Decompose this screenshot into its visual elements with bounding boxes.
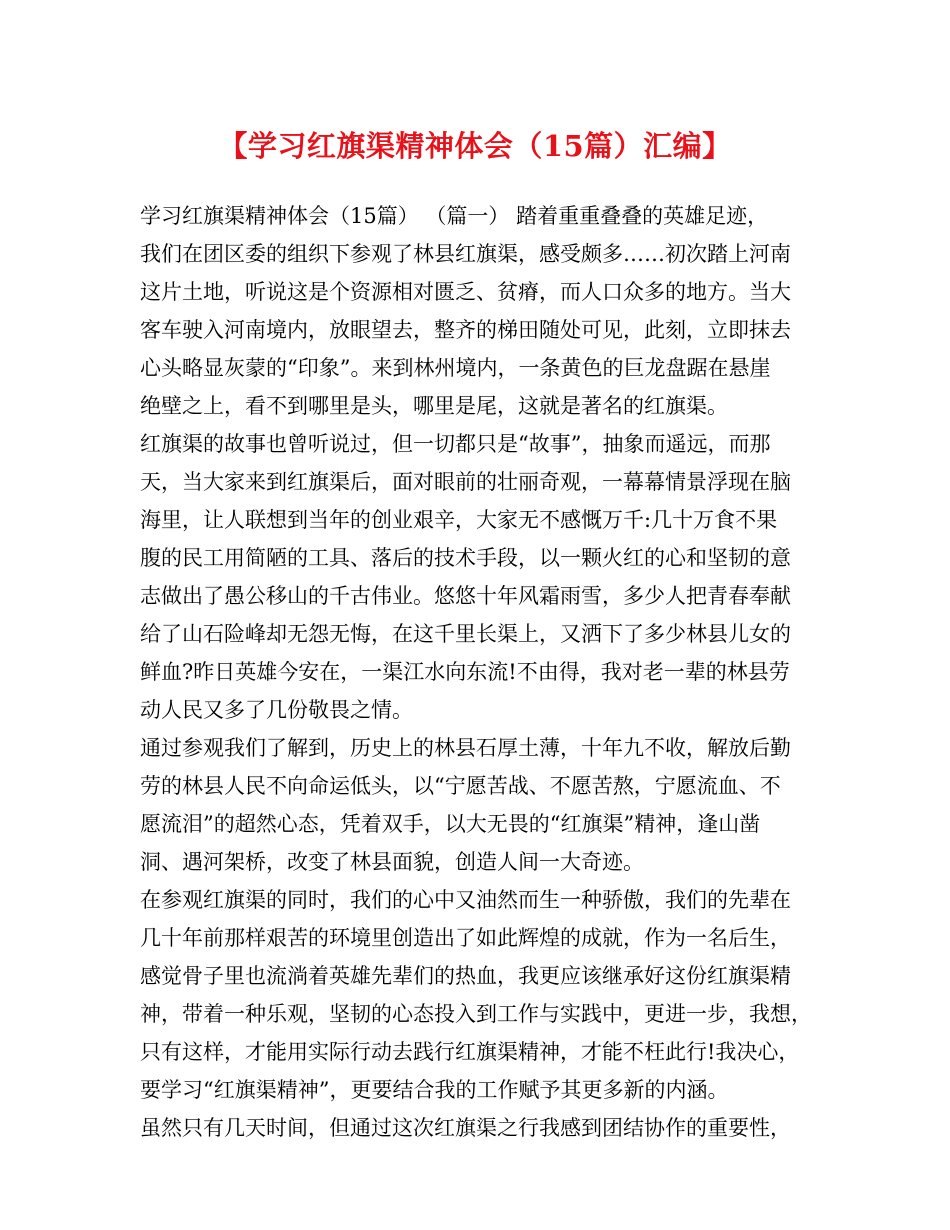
paragraph-1 bbox=[140, 197, 830, 425]
paragraph-3 bbox=[140, 729, 830, 881]
text-line: 这片土地，听说这是个资源相对匮乏、贫瘠，而人口众多的地方。当大 bbox=[140, 280, 791, 304]
text-line: 愿流泪”的超然心态，凭着双手，以大无畏的“红旗渠”精神，逢山凿 bbox=[140, 812, 761, 836]
text-line: 鲜血?昨日英雄今安在，一渠江水向东流!不由得，我对老一辈的林县劳 bbox=[140, 660, 790, 684]
text-line: 动人民又多了几份敬畏之情。 bbox=[140, 698, 413, 722]
text-line: 学习红旗渠精神体会（15篇） （篇一） 踏着重重叠叠的英雄足迹， bbox=[140, 204, 769, 228]
document-body bbox=[140, 197, 830, 1147]
text-line: 感觉骨子里也流淌着英雄先辈们的热血，我更应该继承好这份红旗渠精 bbox=[140, 964, 791, 988]
text-line: 几十年前那样艰苦的环境里创造出了如此辉煌的成就，作为一名后生， bbox=[140, 926, 791, 950]
paragraph-2 bbox=[140, 425, 830, 729]
text-line: 天，当大家来到红旗渠后，面对眼前的壮丽奇观，一幕幕情景浮现在脑 bbox=[140, 470, 791, 494]
text-line: 只有这样，才能用实际行动去践行红旗渠精神，才能不枉此行!我决心， bbox=[140, 1040, 800, 1064]
text-line: 志做出了愚公移山的千古伟业。悠悠十年风霜雨雪，多少人把青春奉献 bbox=[140, 584, 791, 608]
paragraph-5 bbox=[140, 1109, 830, 1147]
text-line: 神，带着一种乐观，坚韧的心态投入到工作与实践中，更进一步，我想， bbox=[140, 1002, 812, 1026]
text-line: 要学习“红旗渠精神”，更要结合我的工作赋予其更多新的内涵。 bbox=[140, 1078, 729, 1102]
text-line: 虽然只有几天时间，但通过这次红旗渠之行我感到团结协作的重要性， bbox=[140, 1116, 791, 1140]
text-line: 给了山石险峰却无怨无悔，在这千里长渠上，又洒下了多少林县儿女的 bbox=[140, 622, 791, 646]
text-line: 通过参观我们了解到，历史上的林县石厚土薄，十年九不收，解放后勤 bbox=[140, 736, 791, 760]
text-line: 我们在团区委的组织下参观了林县红旗渠，感受颇多……初次踏上河南 bbox=[140, 242, 791, 266]
text-line: 红旗渠的故事也曾听说过，但一切都只是“故事”，抽象而遥远，而那 bbox=[140, 432, 771, 456]
text-line: 心头略显灰蒙的“印象”。来到林州境内，一条黄色的巨龙盘踞在悬崖 bbox=[140, 356, 771, 380]
text-line: 洞、遇河架桥，改变了林县面貌，创造人间一大奇迹。 bbox=[140, 850, 644, 874]
text-line: 海里，让人联想到当年的创业艰辛，大家无不感慨万千:几十万食不果 bbox=[140, 508, 778, 532]
text-line: 腹的民工用简陋的工具、落后的技术手段，以一颗火红的心和坚韧的意 bbox=[140, 546, 791, 570]
text-line: 客车驶入河南境内，放眼望去，整齐的梯田随处可见，此刻，立即抹去 bbox=[140, 318, 791, 342]
text-line: 在参观红旗渠的同时，我们的心中又油然而生一种骄傲，我们的先辈在 bbox=[140, 888, 791, 912]
text-line: 劳的林县人民不向命运低头，以“宁愿苦战、不愿苦熬，宁愿流血、不 bbox=[140, 774, 781, 798]
text-line: 绝壁之上，看不到哪里是头，哪里是尾，这就是著名的红旗渠。 bbox=[140, 394, 728, 418]
paragraph-4 bbox=[140, 881, 830, 1109]
document-title: 【学习红旗渠精神体会（15篇）汇编】 bbox=[218, 129, 732, 163]
